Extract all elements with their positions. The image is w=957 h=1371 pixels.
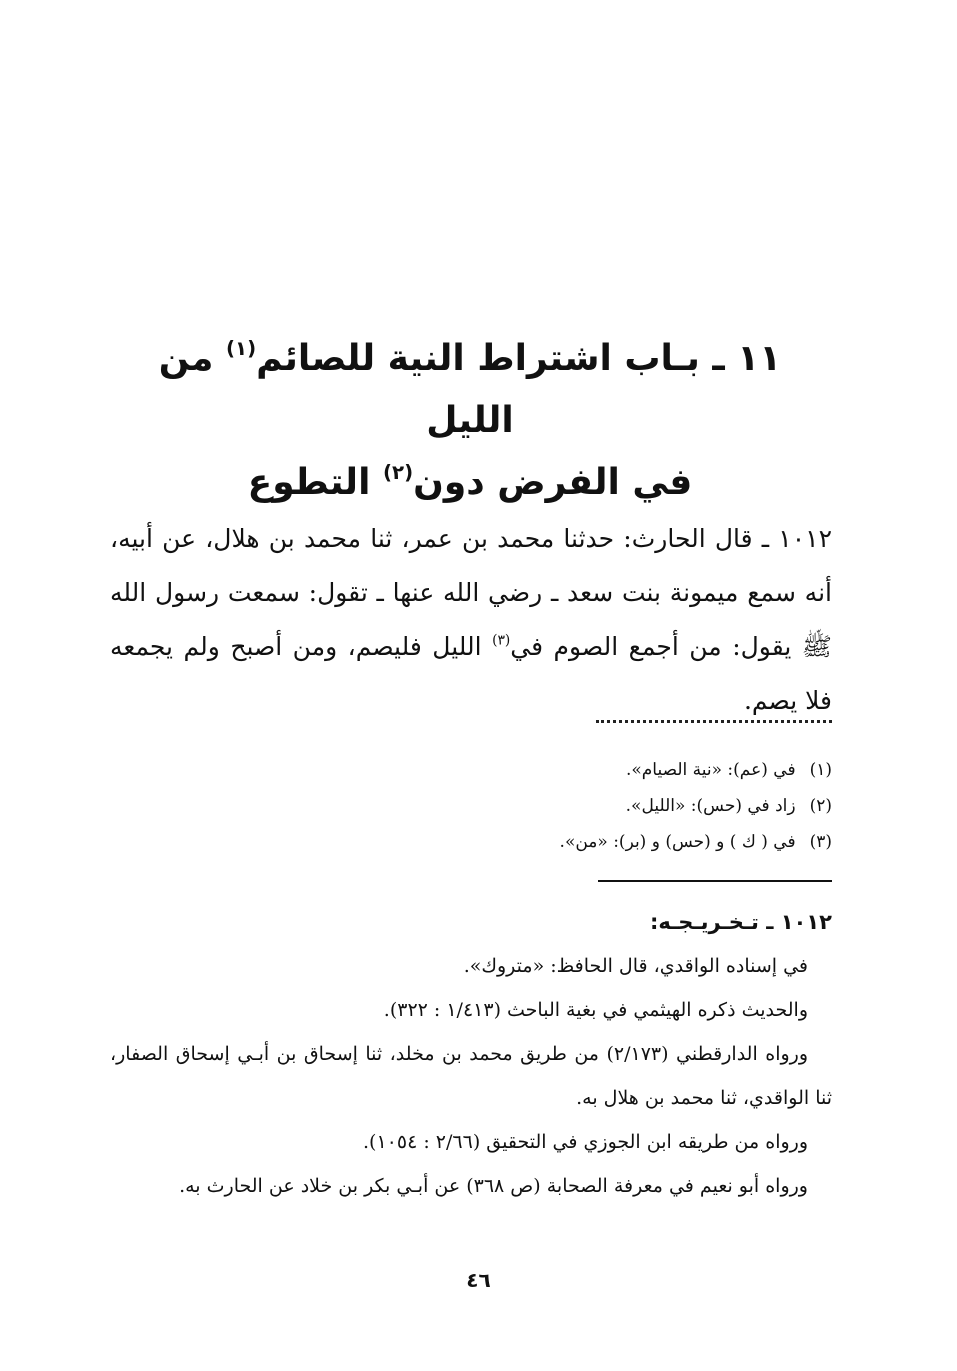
- takhrij-paragraph: ورواه الدارقطني (٢/١٧٣) من طريق محمد بن مخلد، ثنا إسحاق بن أبـي إسحاق الصفار، ثنا الواقدي، ثنا محمد بن هلال به.: [110, 1043, 832, 1109]
- takhrij-paragraph: ورواه أبو نعيم في معرفة الصحابة (ص ٣٦٨) عن أبـي بكر بن خلاد عن الحارث به.: [179, 1175, 808, 1197]
- chapter-title-text: التطوع: [247, 462, 383, 503]
- chapter-title: [110, 328, 830, 514]
- hadith-text: [110, 512, 832, 728]
- footnotes: [110, 752, 832, 860]
- footnote-number: (٢): [809, 796, 832, 816]
- takhrij-paragraph: والحديث ذكره الهيثمي في بغية الباحث (١/٤١٣ : ٣٢٢).: [383, 999, 808, 1021]
- footnote-ref-2: (٢): [382, 461, 414, 485]
- page-number: ٤٦: [466, 1268, 491, 1292]
- footnote-divider: [596, 720, 832, 723]
- footnote-item: [110, 824, 832, 860]
- chapter-title-text: في الفرض دون: [413, 462, 693, 503]
- footnote-text: في (عم): «نية الصيام».: [625, 760, 796, 780]
- takhrij-heading: ١٠١٢ ـ تـخـريـجـه:: [649, 910, 832, 934]
- chapter-title-line-2: [110, 452, 830, 514]
- chapter-title-line-1: [110, 328, 830, 452]
- footnote-text: زاد في (حس): «الليل».: [625, 796, 796, 816]
- takhrij-paragraph: في إسناده الواقدي، قال الحافظ: «متروك».: [463, 955, 808, 977]
- chapter-title-text: من الليل: [158, 338, 514, 441]
- footnote-ref-1: (١): [226, 337, 257, 361]
- chapter-title-text: ١١ ـ بـاب اشتراط النية للصائم: [256, 338, 782, 379]
- takhrij-divider: [598, 880, 832, 882]
- footnote-text: في ( ك ) و (حس) و (بر): «من».: [559, 832, 796, 852]
- takhrij-section: [110, 900, 832, 1208]
- takhrij-paragraph: ورواه من طريقه ابن الجوزي في التحقيق (٢/٦٦ : ١٠٥٤).: [363, 1131, 808, 1153]
- hadith-text-part: ١٠١٢ ـ قال الحارث: حدثنا محمد بن عمر، ثنا محمد بن هلال، عن أبيه، أنه سمع ميمونة بنت سعد ـ رضي الله عنها ـ تقول: سمعت رسول الله ﷺ يقول: من أجمع الصوم في: [110, 524, 832, 661]
- footnote-item: [110, 752, 832, 788]
- footnote-ref-3: (٣): [492, 632, 511, 649]
- footnote-number: (٣): [809, 832, 832, 852]
- footnote-item: [110, 788, 832, 824]
- hadith-text-part: الليل فليصم، ومن أصبح ولم يجمعه فلا يصم.: [110, 632, 832, 715]
- footnote-number: (١): [809, 760, 832, 780]
